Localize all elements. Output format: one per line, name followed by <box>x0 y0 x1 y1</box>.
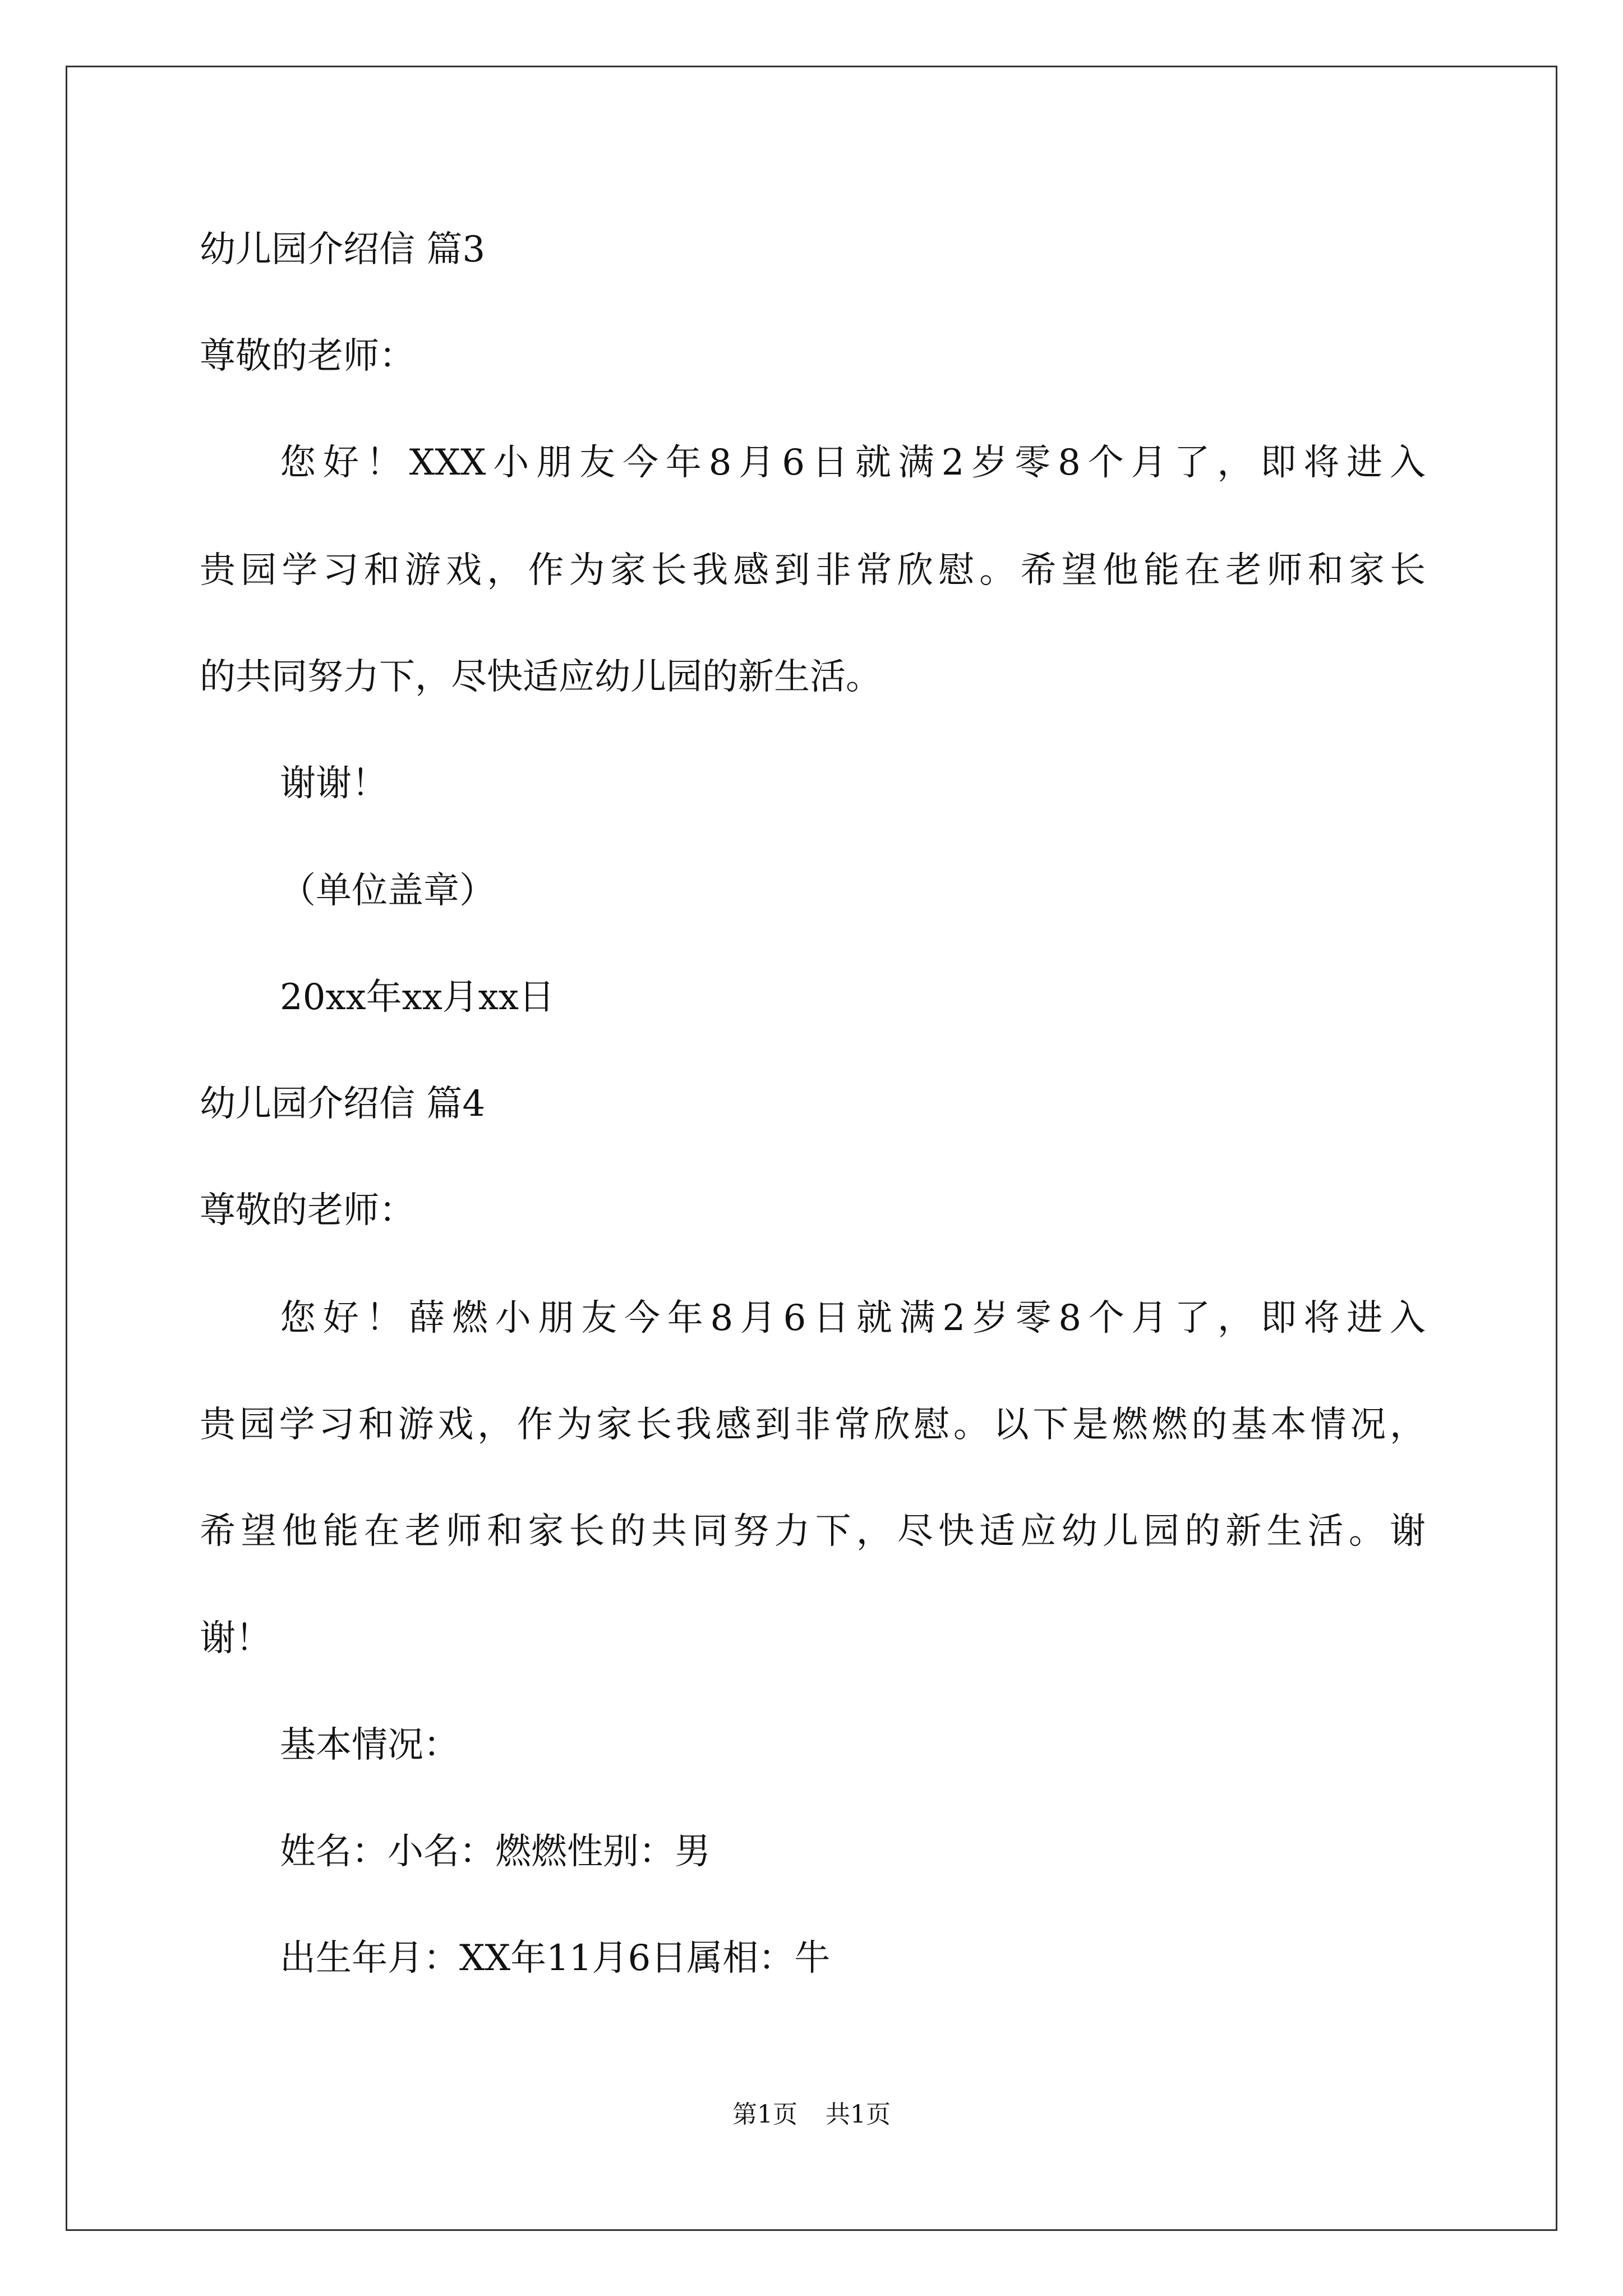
page-footer <box>0 2098 1623 2132</box>
page-frame <box>66 66 1557 2231</box>
page-number-current: 第1页 <box>732 2100 797 2129</box>
page-number-total: 共1页 <box>826 2100 891 2129</box>
section4-name-line: 姓名：小名：燃燃性别：男 <box>280 1831 711 1872</box>
section4-para-line-3: 希望他能在老师和家长的共同努力下，尽快适应幼儿园的新生活。谢 <box>200 1511 1426 1552</box>
section4-para-line-4: 谢！ <box>200 1618 271 1659</box>
section4-birth-line: 出生年月：XX年11月6日属相：牛 <box>280 1938 831 1979</box>
section3-thanks: 谢谢！ <box>280 763 388 804</box>
section4-para-line-2: 贵园学习和游戏，作为家长我感到非常欣慰。以下是燃燃的基本情况， <box>200 1404 1426 1446</box>
section4-basic-info-title: 基本情况： <box>280 1724 459 1766</box>
section4-salutation: 尊敬的老师： <box>200 1190 415 1231</box>
section3-heading: 幼儿园介绍信 篇3 <box>200 229 486 270</box>
section3-date: 20xx年xx月xx日 <box>280 977 555 1018</box>
section3-salutation: 尊敬的老师： <box>200 335 415 377</box>
section3-para-line-3: 的共同努力下，尽快适应幼儿园的新生活。 <box>200 656 882 698</box>
section4-heading: 幼儿园介绍信 篇4 <box>200 1083 486 1125</box>
section3-seal: （单位盖章） <box>280 870 495 912</box>
section3-para-line-1: 您好！XXX小朋友今年8月6日就满2岁零8个月了，即将进入 <box>280 442 1426 484</box>
section4-para-line-1: 您好！薛燃小朋友今年8月6日就满2岁零8个月了，即将进入 <box>280 1297 1426 1339</box>
section3-para-line-2: 贵园学习和游戏，作为家长我感到非常欣慰。希望他能在老师和家长 <box>200 550 1426 591</box>
